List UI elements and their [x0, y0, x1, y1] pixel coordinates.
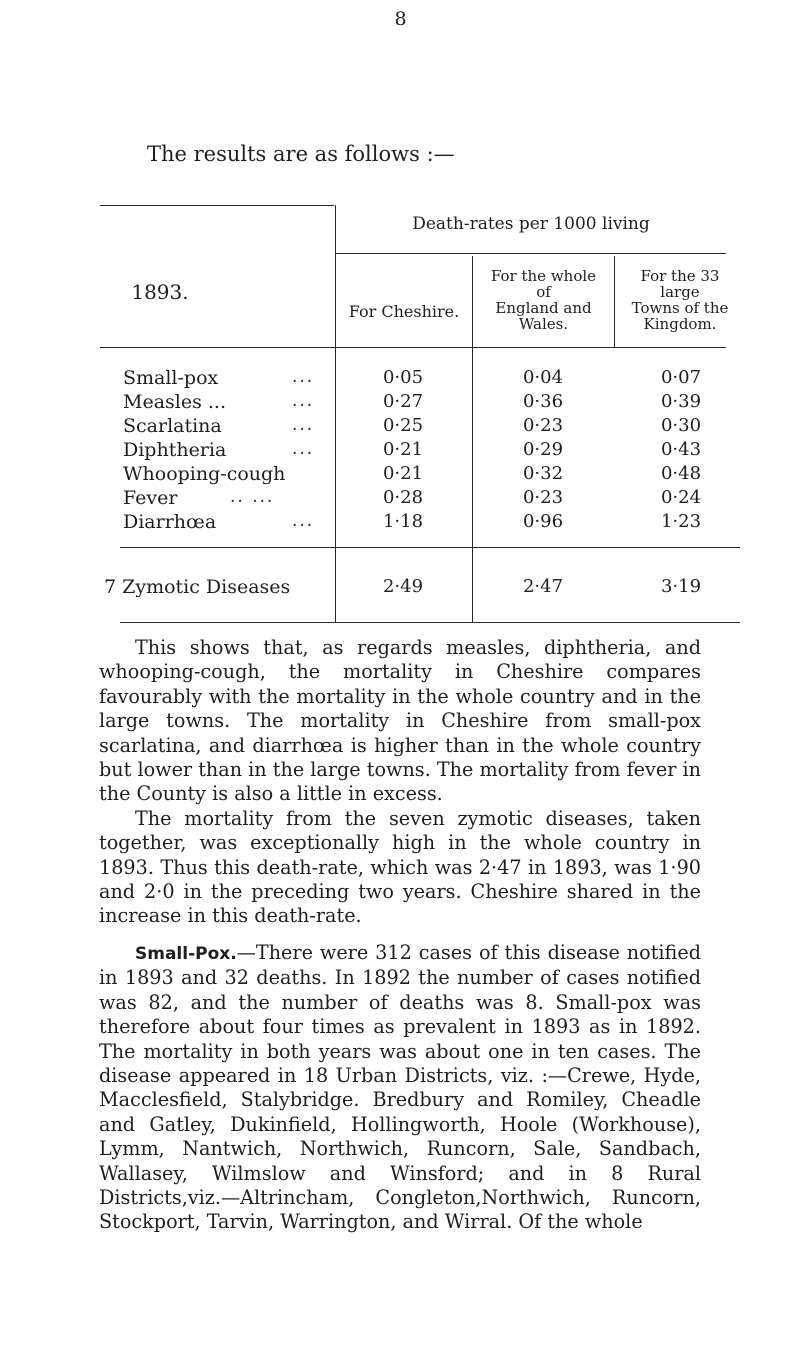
- value-towns: 0·39: [660, 391, 702, 412]
- value-cheshire: 0·21: [382, 463, 424, 484]
- row-label: Diarrhœa: [123, 511, 217, 533]
- value-towns: 0·07: [660, 367, 702, 388]
- row-label: Measles ...: [123, 391, 227, 413]
- row-label: Small-pox: [123, 367, 219, 389]
- row-leader-dots: ...: [292, 367, 315, 387]
- value-england: 0·04: [522, 367, 564, 388]
- row-label: Scarlatina: [123, 415, 222, 437]
- value-england: 0·36: [522, 391, 564, 412]
- value-towns: 0·24: [660, 487, 702, 508]
- small-pox-paragraph: [99, 941, 701, 1235]
- small-pox-heading: Small-Pox.: [135, 943, 237, 964]
- value-towns: 0·48: [660, 463, 702, 484]
- col-header-line: For the whole: [490, 267, 597, 285]
- page-number: 8: [394, 8, 407, 30]
- total-cheshire: 2·49: [382, 576, 424, 597]
- row-leader-dots: .. ...: [230, 487, 275, 507]
- row-leader-dots: ...: [292, 439, 315, 459]
- col-header-line: of: [536, 283, 551, 301]
- value-towns: 0·30: [660, 415, 702, 436]
- col-header-line: Kingdom.: [643, 315, 717, 333]
- header-bottom-rule: [100, 347, 726, 348]
- value-england: 0·23: [522, 415, 564, 436]
- paragraph: The mortality from the seven zymotic diseases, taken together, was exceptionally high in the whole country in 1893. Thus this death-rate, which was 2·47 in 1893, was 1·90 and 2·0 in the preceding two years. Cheshire shared in the increase in this death-rate.: [99, 806, 701, 928]
- total-england: 2·47: [522, 576, 564, 597]
- value-cheshire: 0·21: [382, 439, 424, 460]
- group-header: Death-rates per 1000 living: [412, 214, 650, 234]
- value-england: 0·29: [522, 439, 564, 460]
- col-header-line: Towns of the: [631, 299, 729, 317]
- year-header: 1893.: [131, 280, 189, 304]
- paragraph: —There were 312 cases of this disease notified in 1893 and 32 deaths. In 1892 the number of cases notified was 82, and the number of deaths was 8. Small-pox was therefore about four times as prevalent in 1893 as in 1892. The mortality in both years was about one in ten cases. The disease appeared in 18 Urban Districts, viz. :—Crewe, Hyde, Macclesfield, Stalybridge. Bredbury and Romiley, Cheadle and Gatley, Dukinfield, Hollingworth, Hoole (Workhouse), Lymm, Nantwich, Northwich, Runcorn, Sale, Sandbach, Wallasey, Wilmslow and Winsford; and in 8 Rural Districts,viz.—Altrincham, Congleton,Northwich, Runcorn, Stockport, Tarvin, Warrington, and Wirral. Of the whole: [99, 940, 701, 1234]
- row-leader-dots: ...: [292, 511, 315, 531]
- table-top-rule-left: [100, 205, 334, 206]
- col-header-cheshire: For Cheshire.: [348, 302, 460, 321]
- value-towns: 1·23: [660, 511, 702, 532]
- col-header-line: For the 33: [640, 267, 720, 285]
- table-bottom-rule: [120, 622, 740, 623]
- value-england: 0·23: [522, 487, 564, 508]
- value-england: 0·32: [522, 463, 564, 484]
- intro-text: The results are as follows :—: [147, 142, 455, 166]
- col-divider-1: [335, 205, 336, 622]
- col-header-line: Wales.: [518, 315, 569, 333]
- totals-label: 7 Zymotic Diseases: [104, 576, 291, 598]
- value-cheshire: 0·05: [382, 367, 424, 388]
- group-header-rule: [336, 253, 726, 254]
- value-england: 0·96: [522, 511, 564, 532]
- row-leader-dots: ...: [292, 415, 315, 435]
- body-text: [99, 636, 701, 1235]
- paragraph: This shows that, as regards measles, diphtheria, and whooping-cough, the mortality in Cheshire compares favourably with the mortality in the whole country and in the large towns. The mortality in Cheshire from small-pox scarlatina, and diarrhœa is higher than in the whole country but lower than in the large towns. The mortality from fever in the County is also a little in excess.: [99, 636, 701, 806]
- value-cheshire: 0·28: [382, 487, 424, 508]
- row-leader-dots: ...: [292, 391, 315, 411]
- row-label: Diphtheria: [123, 439, 227, 461]
- row-label: Whooping-cough: [123, 463, 286, 485]
- value-towns: 0·43: [660, 439, 702, 460]
- totals-top-rule: [120, 547, 740, 548]
- value-cheshire: 0·25: [382, 415, 424, 436]
- value-cheshire: 0·27: [382, 391, 424, 412]
- value-cheshire: 1·18: [382, 511, 424, 532]
- total-towns: 3·19: [660, 576, 702, 597]
- row-label: Fever: [123, 487, 178, 509]
- col-header-line: large: [660, 283, 700, 301]
- col-header-line: England and: [495, 299, 592, 317]
